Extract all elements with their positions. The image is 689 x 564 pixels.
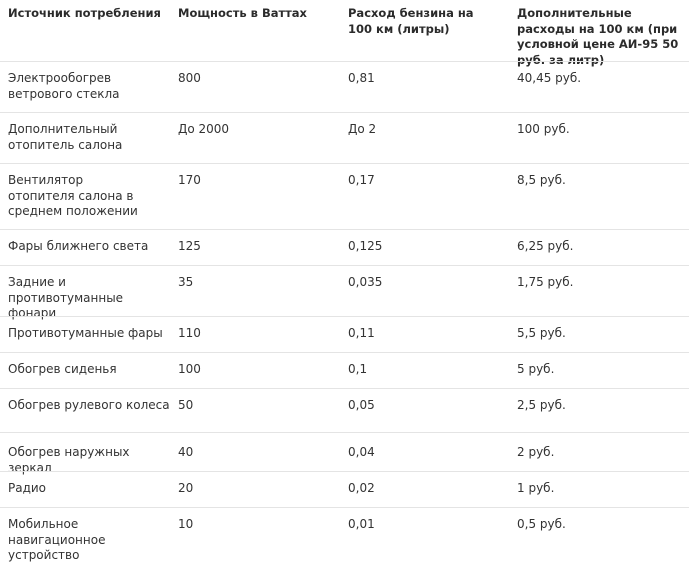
table-row: [0, 471, 689, 507]
table-row: [0, 316, 689, 352]
header-source: Источник потребления: [8, 6, 161, 20]
row-source: Задние и противотуманные фонари: [8, 275, 124, 320]
row-source: Дополнительный отопитель салона: [8, 122, 123, 152]
table-row: [0, 112, 689, 163]
row-fuel: 0,1: [348, 362, 368, 376]
row-cost: 0,5 руб.: [517, 517, 566, 531]
row-cost: 100 руб.: [517, 122, 570, 136]
row-cost: 5,5 руб.: [517, 326, 566, 340]
row-fuel: 0,81: [348, 71, 375, 85]
row-fuel: 0,125: [348, 239, 383, 253]
row-fuel: 0,05: [348, 398, 375, 412]
row-cost: 1 руб.: [517, 481, 555, 495]
row-power: 100: [178, 362, 201, 376]
row-source: Обогрев наружных зеркал: [8, 445, 130, 475]
table-row: [0, 352, 689, 388]
table-row: [0, 265, 689, 320]
row-cost: 8,5 руб.: [517, 173, 566, 187]
row-cost: 1,75 руб.: [517, 275, 574, 289]
row-fuel: 0,17: [348, 173, 375, 187]
row-cost: 2,5 руб.: [517, 398, 566, 412]
header-fuel: Расход бензина на 100 км (литры): [348, 6, 474, 36]
table-row: [0, 432, 689, 475]
row-cost: 5 руб.: [517, 362, 555, 376]
row-power: 110: [178, 326, 201, 340]
row-source: Противотуманные фары: [8, 326, 163, 340]
table-row: [0, 229, 689, 265]
table-row: [0, 163, 689, 229]
row-source: Мобильное навигационное устройство: [8, 517, 106, 562]
row-fuel: 0,035: [348, 275, 383, 289]
row-cost: 6,25 руб.: [517, 239, 574, 253]
row-source: Обогрев сиденья: [8, 362, 117, 376]
row-source: Радио: [8, 481, 47, 495]
row-power: 800: [178, 71, 201, 85]
row-power: 35: [178, 275, 194, 289]
row-fuel: 0,04: [348, 445, 375, 459]
row-fuel: 0,01: [348, 517, 375, 531]
row-source: Электрообогрев ветрового стекла: [8, 71, 120, 101]
row-cost: 40,45 руб.: [517, 71, 582, 85]
row-cost: 2 руб.: [517, 445, 555, 459]
row-power: 170: [178, 173, 201, 187]
row-fuel: 0,11: [348, 326, 375, 340]
row-fuel: 0,02: [348, 481, 375, 495]
row-power: 40: [178, 445, 194, 459]
row-source: Вентилятор отопителя салона в среднем положении: [8, 173, 138, 218]
table-row: [0, 61, 689, 112]
row-power: До 2000: [178, 122, 230, 136]
table-row: [0, 388, 689, 432]
row-power: 20: [178, 481, 194, 495]
row-power: 10: [178, 517, 194, 531]
row-power: 50: [178, 398, 194, 412]
row-fuel: До 2: [348, 122, 377, 136]
row-source: Обогрев рулевого колеса: [8, 398, 170, 412]
row-source: Фары ближнего света: [8, 239, 149, 253]
header-cost: Дополнительные расходы на 100 км (при условной цене АИ-95 50 руб. за литр): [517, 6, 679, 67]
row-power: 125: [178, 239, 201, 253]
table-row: [0, 507, 689, 562]
header-power: Мощность в Ваттах: [178, 6, 307, 20]
table-header-row: [0, 0, 689, 67]
